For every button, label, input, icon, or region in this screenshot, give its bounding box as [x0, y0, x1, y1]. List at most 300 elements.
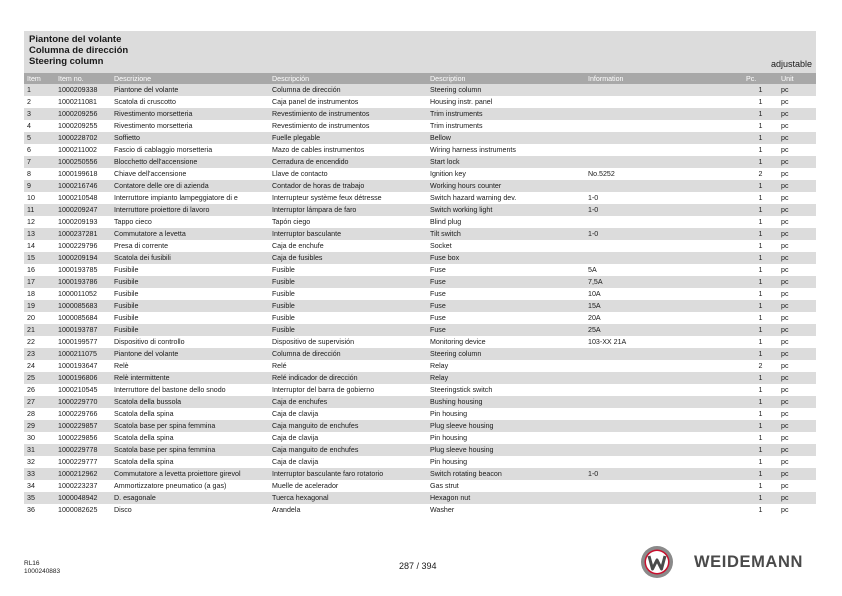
cell-description: Blind plug [427, 216, 585, 228]
cell-descripcion: Fusible [269, 288, 427, 300]
cell-item-no: 1000210545 [55, 384, 111, 396]
cell-unit: pc [778, 96, 816, 108]
cell-pc: 1 [743, 456, 778, 468]
cell-unit: pc [778, 348, 816, 360]
cell-descrizione: Interruttore del bastone dello snodo [111, 384, 269, 396]
cell-item-no: 1000250556 [55, 156, 111, 168]
page-number: 287 / 394 [399, 561, 437, 571]
cell-unit: pc [778, 228, 816, 240]
cell-item-no: 1000229770 [55, 396, 111, 408]
cell-pc: 1 [743, 396, 778, 408]
cell-information [585, 348, 743, 360]
cell-item: 29 [24, 420, 55, 432]
cell-description: Fuse [427, 276, 585, 288]
cell-description: Steering column [427, 84, 585, 96]
cell-item-no: 1000229766 [55, 408, 111, 420]
variant-note: adjustable [770, 59, 812, 69]
cell-descripcion: Interruptor del barra de gobierno [269, 384, 427, 396]
title-english: Steering column [29, 56, 104, 67]
cell-unit: pc [778, 120, 816, 132]
table-row [24, 444, 816, 456]
col-item: Item [24, 73, 55, 84]
cell-descrizione: Tappo cieco [111, 216, 269, 228]
cell-descrizione: Blocchetto dell'accensione [111, 156, 269, 168]
cell-information [585, 504, 743, 516]
cell-information [585, 492, 743, 504]
cell-information [585, 120, 743, 132]
cell-pc: 1 [743, 324, 778, 336]
cell-descrizione: Commutatore a levetta [111, 228, 269, 240]
cell-information [585, 252, 743, 264]
cell-descripcion: Interrupteur système feux détresse [269, 192, 427, 204]
cell-information: 10A [585, 288, 743, 300]
cell-item: 23 [24, 348, 55, 360]
cell-description: Bellow [427, 132, 585, 144]
cell-item-no: 1000223237 [55, 480, 111, 492]
table-row [24, 96, 816, 108]
cell-unit: pc [778, 480, 816, 492]
brand-name: WEIDEMANN [694, 553, 803, 571]
cell-pc: 1 [743, 264, 778, 276]
cell-description: Working hours counter [427, 180, 585, 192]
cell-item: 7 [24, 156, 55, 168]
cell-information: No.5252 [585, 168, 743, 180]
cell-descripcion: Caja de clavija [269, 408, 427, 420]
cell-information [585, 180, 743, 192]
table-row [24, 492, 816, 504]
table-body [24, 84, 816, 516]
cell-pc: 1 [743, 252, 778, 264]
cell-unit: pc [778, 216, 816, 228]
cell-unit: pc [778, 372, 816, 384]
cell-item-no: 1000229856 [55, 432, 111, 444]
cell-description: Gas strut [427, 480, 585, 492]
cell-pc: 1 [743, 180, 778, 192]
cell-pc: 1 [743, 420, 778, 432]
cell-descrizione: Scatola base per spina femmina [111, 420, 269, 432]
cell-descripcion: Caja de fusibles [269, 252, 427, 264]
cell-information: 25A [585, 324, 743, 336]
cell-description: Pin housing [427, 432, 585, 444]
cell-descripcion: Muelle de acelerador [269, 480, 427, 492]
cell-descrizione: Rivestimento morsetteria [111, 120, 269, 132]
cell-description: Pin housing [427, 408, 585, 420]
table-row [24, 312, 816, 324]
table-header-row [24, 73, 816, 84]
cell-descrizione: Scatola della spina [111, 456, 269, 468]
cell-pc: 1 [743, 276, 778, 288]
cell-descripcion: Columna de dirección [269, 84, 427, 96]
cell-item-no: 1000229796 [55, 240, 111, 252]
cell-information [585, 432, 743, 444]
cell-description: Steering column [427, 348, 585, 360]
cell-item: 8 [24, 168, 55, 180]
cell-descripcion: Columna de dirección [269, 348, 427, 360]
cell-descrizione: Commutatore a levetta proiettore girevol [111, 468, 269, 480]
cell-pc: 1 [743, 492, 778, 504]
table-row [24, 228, 816, 240]
cell-description: Fuse [427, 300, 585, 312]
cell-information [585, 108, 743, 120]
table-row [24, 132, 816, 144]
cell-descrizione: Fusibile [111, 300, 269, 312]
cell-information: 7,5A [585, 276, 743, 288]
cell-description: Wiring harness instruments [427, 144, 585, 156]
cell-item: 17 [24, 276, 55, 288]
cell-item: 24 [24, 360, 55, 372]
cell-description: Washer [427, 504, 585, 516]
cell-pc: 1 [743, 192, 778, 204]
cell-descrizione: Fusibile [111, 324, 269, 336]
cell-item: 11 [24, 204, 55, 216]
cell-unit: pc [778, 108, 816, 120]
cell-unit: pc [778, 288, 816, 300]
cell-unit: pc [778, 144, 816, 156]
cell-unit: pc [778, 156, 816, 168]
cell-descrizione: Scatola di cruscotto [111, 96, 269, 108]
cell-description: Trim instruments [427, 120, 585, 132]
cell-item-no: 1000199577 [55, 336, 111, 348]
cell-unit: pc [778, 192, 816, 204]
cell-information [585, 216, 743, 228]
cell-description: Steeringstick switch [427, 384, 585, 396]
cell-descripcion: Revestimiento de instrumentos [269, 120, 427, 132]
title-italian: Piantone del volante [29, 34, 122, 45]
cell-item-no: 1000193786 [55, 276, 111, 288]
cell-unit: pc [778, 360, 816, 372]
cell-unit: pc [778, 456, 816, 468]
cell-item: 4 [24, 120, 55, 132]
cell-unit: pc [778, 396, 816, 408]
cell-item: 12 [24, 216, 55, 228]
cell-description: Start lock [427, 156, 585, 168]
cell-item: 19 [24, 300, 55, 312]
cell-item: 10 [24, 192, 55, 204]
cell-item: 32 [24, 456, 55, 468]
cell-descrizione: Soffietto [111, 132, 269, 144]
cell-description: Pin housing [427, 456, 585, 468]
cell-information [585, 456, 743, 468]
col-descrizione: Descrizione [111, 73, 269, 84]
cell-unit: pc [778, 468, 816, 480]
cell-unit: pc [778, 492, 816, 504]
cell-unit: pc [778, 444, 816, 456]
cell-information [585, 96, 743, 108]
cell-descripcion: Contador de horas de trabajo [269, 180, 427, 192]
cell-descripcion: Relé indicador de dirección [269, 372, 427, 384]
cell-description: Hexagon nut [427, 492, 585, 504]
cell-description: Fuse [427, 324, 585, 336]
cell-pc: 1 [743, 216, 778, 228]
table-row [24, 180, 816, 192]
table-row [24, 504, 816, 516]
cell-pc: 1 [743, 300, 778, 312]
cell-descripcion: Fusible [269, 264, 427, 276]
cell-descripcion: Arandela [269, 504, 427, 516]
cell-description: Tilt switch [427, 228, 585, 240]
cell-pc: 1 [743, 228, 778, 240]
cell-description: Fuse [427, 312, 585, 324]
cell-information [585, 360, 743, 372]
cell-item: 18 [24, 288, 55, 300]
cell-description: Relay [427, 372, 585, 384]
cell-pc: 1 [743, 84, 778, 96]
cell-item-no: 1000212962 [55, 468, 111, 480]
cell-item: 22 [24, 336, 55, 348]
cell-information: 5A [585, 264, 743, 276]
table-row [24, 360, 816, 372]
cell-descripcion: Caja manguito de enchufes [269, 420, 427, 432]
cell-descrizione: Piantone del volante [111, 348, 269, 360]
document-reference [24, 560, 60, 575]
cell-information [585, 444, 743, 456]
cell-item: 16 [24, 264, 55, 276]
cell-unit: pc [778, 300, 816, 312]
cell-pc: 1 [743, 312, 778, 324]
cell-descripcion: Fusible [269, 276, 427, 288]
table-row [24, 120, 816, 132]
cell-description: Switch rotating beacon [427, 468, 585, 480]
cell-descripcion: Tapón ciego [269, 216, 427, 228]
cell-descrizione: Contatore delle ore di azienda [111, 180, 269, 192]
cell-item-no: 1000237281 [55, 228, 111, 240]
cell-item: 34 [24, 480, 55, 492]
cell-unit: pc [778, 240, 816, 252]
cell-item-no: 1000211002 [55, 144, 111, 156]
cell-description: Fuse box [427, 252, 585, 264]
cell-descrizione: Chiave dell'accensione [111, 168, 269, 180]
cell-pc: 1 [743, 120, 778, 132]
cell-item: 1 [24, 84, 55, 96]
page-header [24, 31, 816, 73]
cell-item-no: 1000229778 [55, 444, 111, 456]
cell-pc: 1 [743, 156, 778, 168]
cell-descripcion: Caja panel de instrumentos [269, 96, 427, 108]
table-row [24, 156, 816, 168]
cell-descrizione: Disco [111, 504, 269, 516]
table-row [24, 324, 816, 336]
cell-item-no: 1000210548 [55, 192, 111, 204]
cell-descripcion: Llave de contacto [269, 168, 427, 180]
parts-table [24, 73, 816, 516]
cell-description: Switch hazard warning dev. [427, 192, 585, 204]
cell-pc: 1 [743, 240, 778, 252]
cell-pc: 1 [743, 408, 778, 420]
table-row [24, 264, 816, 276]
cell-pc: 1 [743, 204, 778, 216]
cell-information [585, 420, 743, 432]
cell-item-no: 1000196806 [55, 372, 111, 384]
cell-pc: 1 [743, 144, 778, 156]
cell-pc: 1 [743, 132, 778, 144]
cell-descripcion: Relé [269, 360, 427, 372]
cell-description: Switch working light [427, 204, 585, 216]
cell-descripcion: Caja de enchufe [269, 240, 427, 252]
weidemann-w-logo-icon [640, 545, 674, 579]
col-item-no: Item no. [55, 73, 111, 84]
cell-descripcion: Dispositivo de supervisión [269, 336, 427, 348]
cell-item: 15 [24, 252, 55, 264]
cell-pc: 1 [743, 336, 778, 348]
cell-item-no: 1000193787 [55, 324, 111, 336]
table-row [24, 192, 816, 204]
cell-information: 103-XX 21A [585, 336, 743, 348]
cell-descrizione: Fusibile [111, 288, 269, 300]
cell-item-no: 1000193647 [55, 360, 111, 372]
cell-item-no: 1000209194 [55, 252, 111, 264]
col-description: Description [427, 73, 585, 84]
cell-description: Fuse [427, 264, 585, 276]
cell-information [585, 480, 743, 492]
cell-information [585, 372, 743, 384]
cell-information [585, 156, 743, 168]
cell-descrizione: Ammortizzatore pneumatico (a gas) [111, 480, 269, 492]
cell-item: 35 [24, 492, 55, 504]
cell-information: 20A [585, 312, 743, 324]
cell-item: 14 [24, 240, 55, 252]
table-row [24, 336, 816, 348]
cell-item-no: 1000228702 [55, 132, 111, 144]
cell-pc: 1 [743, 348, 778, 360]
cell-item-no: 1000011052 [55, 288, 111, 300]
cell-unit: pc [778, 84, 816, 96]
cell-pc: 1 [743, 444, 778, 456]
cell-descripcion: Tuerca hexagonal [269, 492, 427, 504]
table-row [24, 108, 816, 120]
cell-information [585, 132, 743, 144]
cell-pc: 1 [743, 504, 778, 516]
cell-unit: pc [778, 168, 816, 180]
cell-unit: pc [778, 336, 816, 348]
cell-item-no: 1000229777 [55, 456, 111, 468]
table-row [24, 288, 816, 300]
cell-descripcion: Fusible [269, 324, 427, 336]
cell-unit: pc [778, 264, 816, 276]
cell-descripcion: Fusible [269, 312, 427, 324]
table-row [24, 420, 816, 432]
table-row [24, 144, 816, 156]
cell-item-no: 1000209338 [55, 84, 111, 96]
cell-item: 30 [24, 432, 55, 444]
cell-pc: 1 [743, 372, 778, 384]
cell-information [585, 384, 743, 396]
cell-descripcion: Caja de clavija [269, 456, 427, 468]
table-row [24, 168, 816, 180]
cell-descrizione: Scatola base per spina femmina [111, 444, 269, 456]
col-pc: Pc. [743, 73, 778, 84]
cell-descrizione: Rivestimento morsetteria [111, 108, 269, 120]
cell-descrizione: Piantone del volante [111, 84, 269, 96]
col-information: Information [585, 73, 743, 84]
table-row [24, 252, 816, 264]
cell-pc: 1 [743, 96, 778, 108]
cell-description: Fuse [427, 288, 585, 300]
cell-item: 20 [24, 312, 55, 324]
cell-item-no: 1000209193 [55, 216, 111, 228]
cell-pc: 1 [743, 384, 778, 396]
cell-item-no: 1000048942 [55, 492, 111, 504]
cell-descripcion: Fuelle plegable [269, 132, 427, 144]
table-row [24, 300, 816, 312]
cell-descrizione: Dispositivo di controllo [111, 336, 269, 348]
cell-description: Ignition key [427, 168, 585, 180]
cell-descrizione: Fusibile [111, 264, 269, 276]
cell-unit: pc [778, 432, 816, 444]
cell-information: 1-0 [585, 468, 743, 480]
cell-unit: pc [778, 312, 816, 324]
cell-unit: pc [778, 384, 816, 396]
table-row [24, 204, 816, 216]
cell-item-no: 1000209247 [55, 204, 111, 216]
cell-description: Plug sleeve housing [427, 444, 585, 456]
cell-item-no: 1000211081 [55, 96, 111, 108]
cell-item-no: 1000209256 [55, 108, 111, 120]
cell-item-no: 1000229857 [55, 420, 111, 432]
cell-descrizione: Interruttore proiettore di lavoro [111, 204, 269, 216]
cell-pc: 1 [743, 288, 778, 300]
table-row [24, 468, 816, 480]
cell-unit: pc [778, 276, 816, 288]
cell-descrizione: Interruttore impianto lampeggiatore di e [111, 192, 269, 204]
table-row [24, 456, 816, 468]
cell-pc: 2 [743, 360, 778, 372]
table-row [24, 84, 816, 96]
cell-item: 2 [24, 96, 55, 108]
cell-information [585, 84, 743, 96]
cell-pc: 1 [743, 108, 778, 120]
cell-pc: 1 [743, 480, 778, 492]
cell-information [585, 240, 743, 252]
cell-descripcion: Mazo de cables instrumentos [269, 144, 427, 156]
cell-pc: 1 [743, 468, 778, 480]
table-row [24, 372, 816, 384]
cell-description: Socket [427, 240, 585, 252]
table-row [24, 408, 816, 420]
cell-item: 5 [24, 132, 55, 144]
cell-descrizione: Scatola della spina [111, 408, 269, 420]
cell-information: 15A [585, 300, 743, 312]
table-row [24, 396, 816, 408]
cell-item: 21 [24, 324, 55, 336]
cell-information: 1-0 [585, 228, 743, 240]
cell-item: 36 [24, 504, 55, 516]
cell-item: 26 [24, 384, 55, 396]
cell-unit: pc [778, 180, 816, 192]
cell-item: 13 [24, 228, 55, 240]
cell-unit: pc [778, 204, 816, 216]
cell-descripcion: Cerradura de encendido [269, 156, 427, 168]
table-row [24, 216, 816, 228]
document-code: RL16 [24, 560, 40, 567]
cell-information: 1-0 [585, 204, 743, 216]
title-spanish: Columna de dirección [29, 45, 129, 56]
cell-descrizione: Fusibile [111, 312, 269, 324]
cell-descrizione: Fascio di cablaggio morsetteria [111, 144, 269, 156]
cell-unit: pc [778, 504, 816, 516]
cell-descrizione: D. esagonale [111, 492, 269, 504]
cell-item-no: 1000085684 [55, 312, 111, 324]
cell-item: 28 [24, 408, 55, 420]
cell-item-no: 1000193785 [55, 264, 111, 276]
cell-item: 33 [24, 468, 55, 480]
cell-description: Relay [427, 360, 585, 372]
cell-descripcion: Caja manguito de enchufes [269, 444, 427, 456]
cell-descrizione: Scatola dei fusibili [111, 252, 269, 264]
cell-pc: 1 [743, 432, 778, 444]
cell-description: Trim instruments [427, 108, 585, 120]
cell-descrizione: Scatola della spina [111, 432, 269, 444]
cell-information [585, 144, 743, 156]
